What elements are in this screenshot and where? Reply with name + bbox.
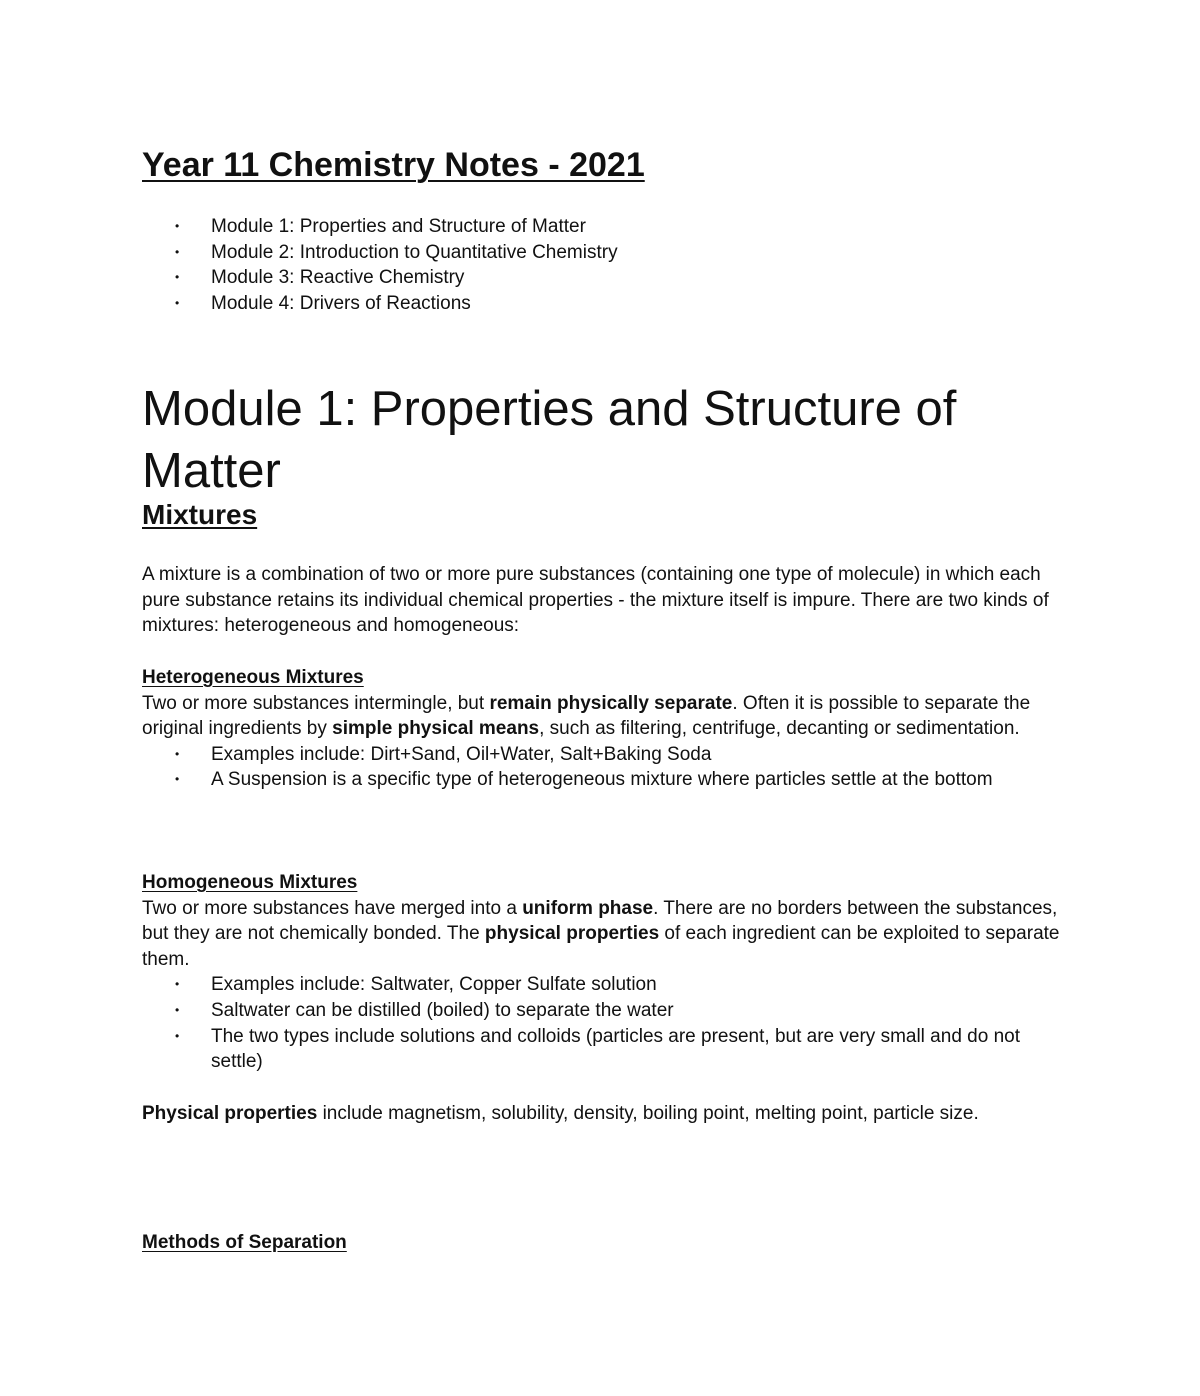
list-item bbox=[142, 265, 1062, 291]
toc-item-label: Module 1: Properties and Structure of Matter bbox=[211, 216, 586, 237]
list-item bbox=[142, 240, 1062, 266]
bold-text: remain physically separate bbox=[489, 692, 733, 714]
module-heading: Module 1: Properties and Structure of Matter bbox=[142, 382, 957, 498]
text-run: Two or more substances intermingle, but bbox=[142, 692, 490, 714]
section-heading-mixtures: Mixtures bbox=[142, 499, 258, 530]
heterogeneous-heading: Heterogeneous Mixtures bbox=[142, 667, 364, 688]
list-item bbox=[142, 998, 1062, 1024]
bullet-text: Saltwater can be distilled (boiled) to separate the water bbox=[211, 999, 674, 1021]
heterogeneous-paragraph bbox=[142, 691, 1062, 742]
homogeneous-section bbox=[142, 870, 1062, 1075]
bullet-text: Examples include: Dirt+Sand, Oil+Water, Salt+Baking Soda bbox=[211, 743, 712, 765]
bold-text: uniform phase bbox=[522, 897, 654, 919]
list-item bbox=[142, 972, 1062, 998]
text-run: of each ingredient can be exploited to separate them. bbox=[142, 923, 1060, 970]
text-run: . There are no borders between the substances, but they are not chemically bonded. The bbox=[142, 897, 1058, 945]
text-run: . Often it is possible to separate the original ingredients by bbox=[142, 692, 1031, 740]
bold-text: physical properties bbox=[484, 923, 660, 945]
bullet-icon: • bbox=[175, 295, 180, 310]
bullet-icon: • bbox=[175, 270, 180, 285]
homogeneous-heading: Homogeneous Mixtures bbox=[142, 872, 358, 893]
text-run: Two or more substances have merged into a bbox=[142, 897, 523, 919]
document-title: Year 11 Chemistry Notes - 2021 bbox=[142, 146, 645, 184]
intro-paragraph: A mixture is a combination of two or more pure substances (containing one type of molecule) in which each pure substance retains its individual chemical properties - the mixture itself is impure. There are two kinds of mixtures: heterogeneous and homogeneous: bbox=[142, 564, 1049, 637]
bullet-icon: • bbox=[175, 244, 180, 259]
methods-of-separation-heading: Methods of Separation bbox=[142, 1232, 347, 1253]
homogeneous-paragraph bbox=[142, 896, 1062, 973]
list-item bbox=[142, 742, 1062, 768]
bullet-icon: • bbox=[175, 772, 180, 787]
text-run: include magnetism, solubility, density, boiling point, melting point, particle size. bbox=[317, 1103, 979, 1124]
list-item bbox=[142, 1024, 1062, 1075]
bullet-icon: • bbox=[175, 1028, 180, 1043]
bullet-icon: • bbox=[175, 219, 180, 233]
list-item bbox=[142, 214, 1062, 240]
bullet-text: A Suspension is a specific type of heterogeneous mixture where particles settle at the bottom bbox=[211, 769, 993, 791]
bullet-icon: • bbox=[175, 1002, 180, 1017]
physical-properties-paragraph bbox=[142, 1101, 1062, 1127]
list-item bbox=[142, 767, 1062, 793]
bold-text: Physical properties bbox=[142, 1103, 318, 1124]
toc-item-label: Module 4: Drivers of Reactions bbox=[211, 292, 471, 314]
toc-item-label: Module 2: Introduction to Quantitative Chemistry bbox=[211, 241, 618, 263]
bullet-text: Examples include: Saltwater, Copper Sulfate solution bbox=[211, 974, 657, 996]
heterogeneous-section bbox=[142, 665, 1062, 793]
bullet-icon: • bbox=[175, 977, 180, 992]
bullet-icon: • bbox=[175, 746, 180, 761]
bullet-text: The two types include solutions and colloids (particles are present, but are very small and do not settle) bbox=[211, 1025, 1020, 1073]
text-run: , such as filtering, centrifuge, decanting or sedimentation. bbox=[539, 718, 1020, 740]
toc-item-label: Module 3: Reactive Chemistry bbox=[211, 267, 465, 289]
list-item bbox=[142, 291, 1062, 317]
bold-text: simple physical means bbox=[332, 718, 540, 740]
table-of-contents bbox=[142, 214, 1062, 316]
